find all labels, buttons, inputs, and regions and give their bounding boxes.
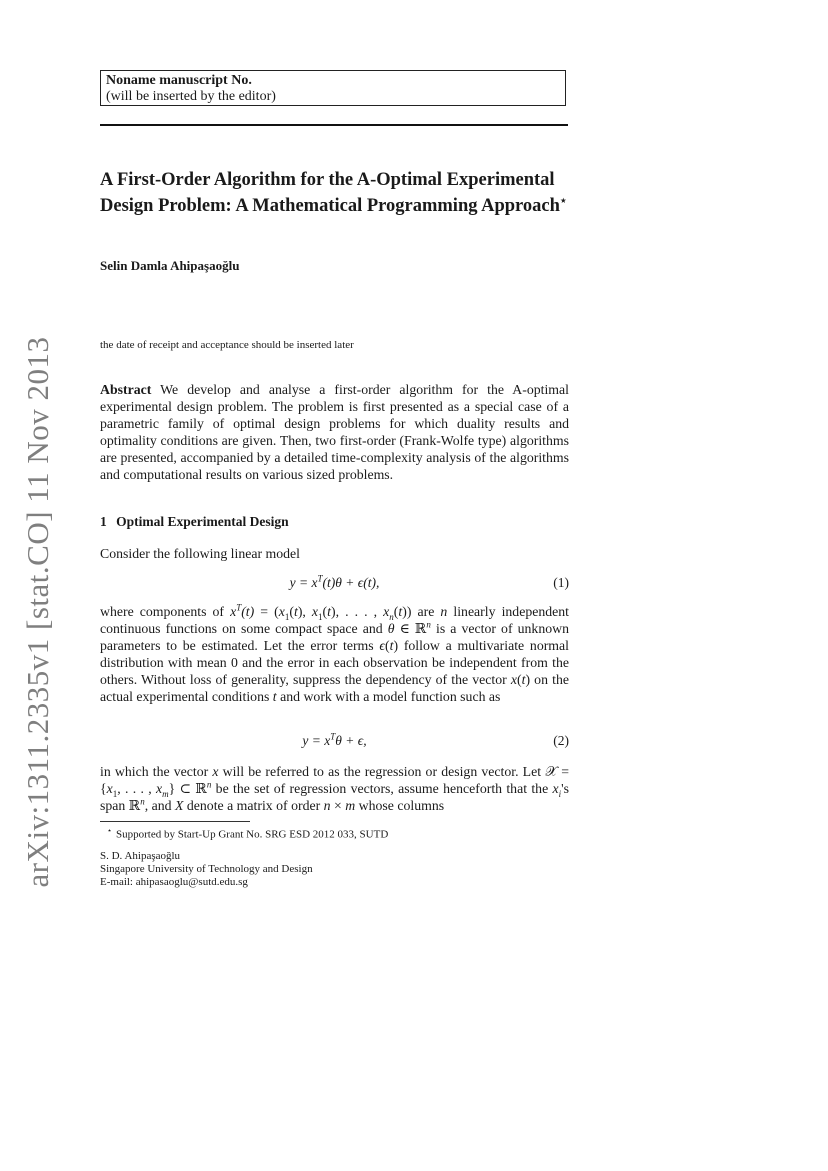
paper-title-block: [100, 170, 570, 217]
equation-2: [100, 733, 569, 751]
editor-note: (will be inserted by the editor): [106, 89, 276, 104]
author-affiliation: [100, 850, 313, 889]
intro-sentence: Consider the following linear model: [100, 546, 301, 561]
section-number: 1: [100, 514, 107, 529]
footnote: [107, 826, 388, 841]
affiliation-email: E-mail: ahipasaoglu@sutd.edu.sg: [100, 876, 248, 888]
equation-2-formula: $y = x^T\theta + \epsilon$,: [302, 731, 367, 748]
affiliation-name: S. D. Ahipaşaoğlu: [100, 850, 181, 862]
abstract-text: We develop and analyse a first-order algorithm for the A-optimal experimental design problem. The problem is first presented as a special case of a parametric family of optimal design problems for which duality results and optimality conditions are given. Then, two first-order (Frank-Wolfe type) algorithms are presented, accompanied by a detailed time-complexity analysis of the algorithms and computational results on various sized problems.: [100, 382, 569, 482]
paper-title: A First-Order Algorithm for the A-Optimal Experimental Design Problem: A Mathematical Programming Approach: [100, 170, 560, 217]
abstract-label: Abstract: [100, 382, 152, 397]
manuscript-header-box: [100, 70, 566, 106]
model-paragraph: where components of $x^T(t) = (x_1(t)$, $x_1(t)$, . . . , $x_n(t)$) are n linearly independent continuous functions on some compact space and θ ∈ ℝ$^n$ is a vector of unknown parameters to be estimated. Let the error terms ϵ(t) follow a multivariate normal distribution with mean 0 and the error in each observation be independent from the others. Without loss of generality, suppress the dependency of the vector x(t) on the actual experimental conditions t and work with a model function such as: [100, 602, 570, 704]
equation-2-number: (2): [553, 733, 569, 748]
footnote-mark: ⋆: [107, 826, 113, 835]
regression-paragraph: in which the vector x will be referred to as the regression or design vector. Let 𝒳 = {$x_1$, . . . , $x_m$} ⊂ ℝ$^n$ be the set of regression vectors, assume henceforth that the $x_i's$ span ℝ$^n$, and X denote a matrix of order n × m whose columns: [100, 764, 569, 813]
author-name: Selin Damla Ahipaşaoğlu: [100, 258, 240, 273]
received-date-note: the date of receipt and acceptance should be inserted later: [100, 339, 354, 351]
section-title: Optimal Experimental Design: [116, 514, 289, 529]
arxiv-identifier: arXiv:1311.2335v1 [stat.CO] 11 Nov 2013: [20, 336, 55, 888]
abstract: [100, 381, 569, 483]
title-footnote-mark: ⋆: [559, 195, 567, 207]
equation-1-formula: $y = x^T(t)\theta + \epsilon(t)$,: [289, 573, 380, 590]
section-heading: [100, 514, 289, 530]
footnote-rule: [100, 821, 250, 822]
affiliation-institution: Singapore University of Technology and Design: [100, 863, 313, 875]
manuscript-number: Noname manuscript No.: [106, 73, 252, 88]
header-rule: [100, 124, 568, 126]
footnote-text: Supported by Start-Up Grant No. SRG ESD 2012 033, SUTD: [116, 828, 389, 841]
equation-1-number: (1): [553, 575, 569, 590]
equation-1: [100, 575, 569, 593]
